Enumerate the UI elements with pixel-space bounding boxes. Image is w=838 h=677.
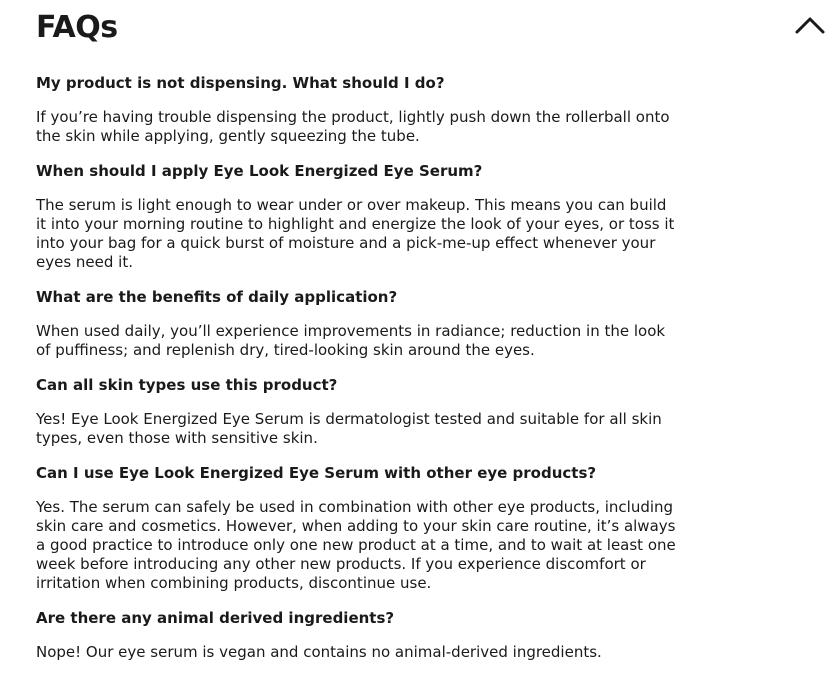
faq-item — [36, 73, 676, 146]
faq-item — [36, 463, 676, 593]
faq-answer: Yes! Eye Look Energized Eye Serum is dermatologist tested and suitable for all skin types, even those with sensitive skin. — [36, 410, 662, 447]
faq-question: Can I use Eye Look Energized Eye Serum with other eye products? — [36, 464, 597, 482]
faq-answer: Yes. The serum can safely be used in combination with other eye products, including skin care and cosmetics. However, when adding to your skin care routine, it’s always a good practice to introduce only one new product at a time, and to wait at least one week before introducing any other new products. If you experience discomfort or irritation when combining products, discontinue use. — [36, 498, 676, 592]
faq-question: My product is not dispensing. What should I do? — [36, 74, 445, 92]
faq-header[interactable] — [36, 0, 826, 64]
faq-item — [36, 161, 676, 272]
chevron-up-icon — [794, 12, 826, 38]
faq-question: Are there any animal derived ingredients? — [36, 609, 395, 627]
faq-list — [36, 73, 676, 677]
faq-answer: When used daily, you’ll experience improvements in radiance; reduction in the look of puffiness; and replenish dry, tired-looking skin around the eyes. — [36, 322, 666, 359]
faq-question: When should I apply Eye Look Energized Eye Serum? — [36, 162, 483, 180]
faq-answer: The serum is light enough to wear under or over makeup. This means you can build it into your morning routine to highlight and energize the look of your eyes, or toss it into your bag for a quick burst of moisture and a pick-me-up effect whenever your eyes need it. — [36, 196, 675, 271]
faq-section — [36, 0, 826, 661]
faq-question: Can all skin types use this product? — [36, 376, 338, 394]
faq-item — [36, 375, 676, 448]
faq-answer: If you’re having trouble dispensing the product, lightly push down the rollerball onto the skin while applying, gently squeezing the tube. — [36, 108, 670, 145]
faq-answer: Nope! Our eye serum is vegan and contains no animal-derived ingredients. — [36, 643, 602, 661]
collapse-toggle-button[interactable] — [794, 12, 826, 38]
faq-question: What are the benefits of daily application? — [36, 288, 398, 306]
faq-title: FAQs — [36, 10, 118, 45]
faq-item — [36, 608, 676, 662]
faq-item — [36, 287, 676, 360]
